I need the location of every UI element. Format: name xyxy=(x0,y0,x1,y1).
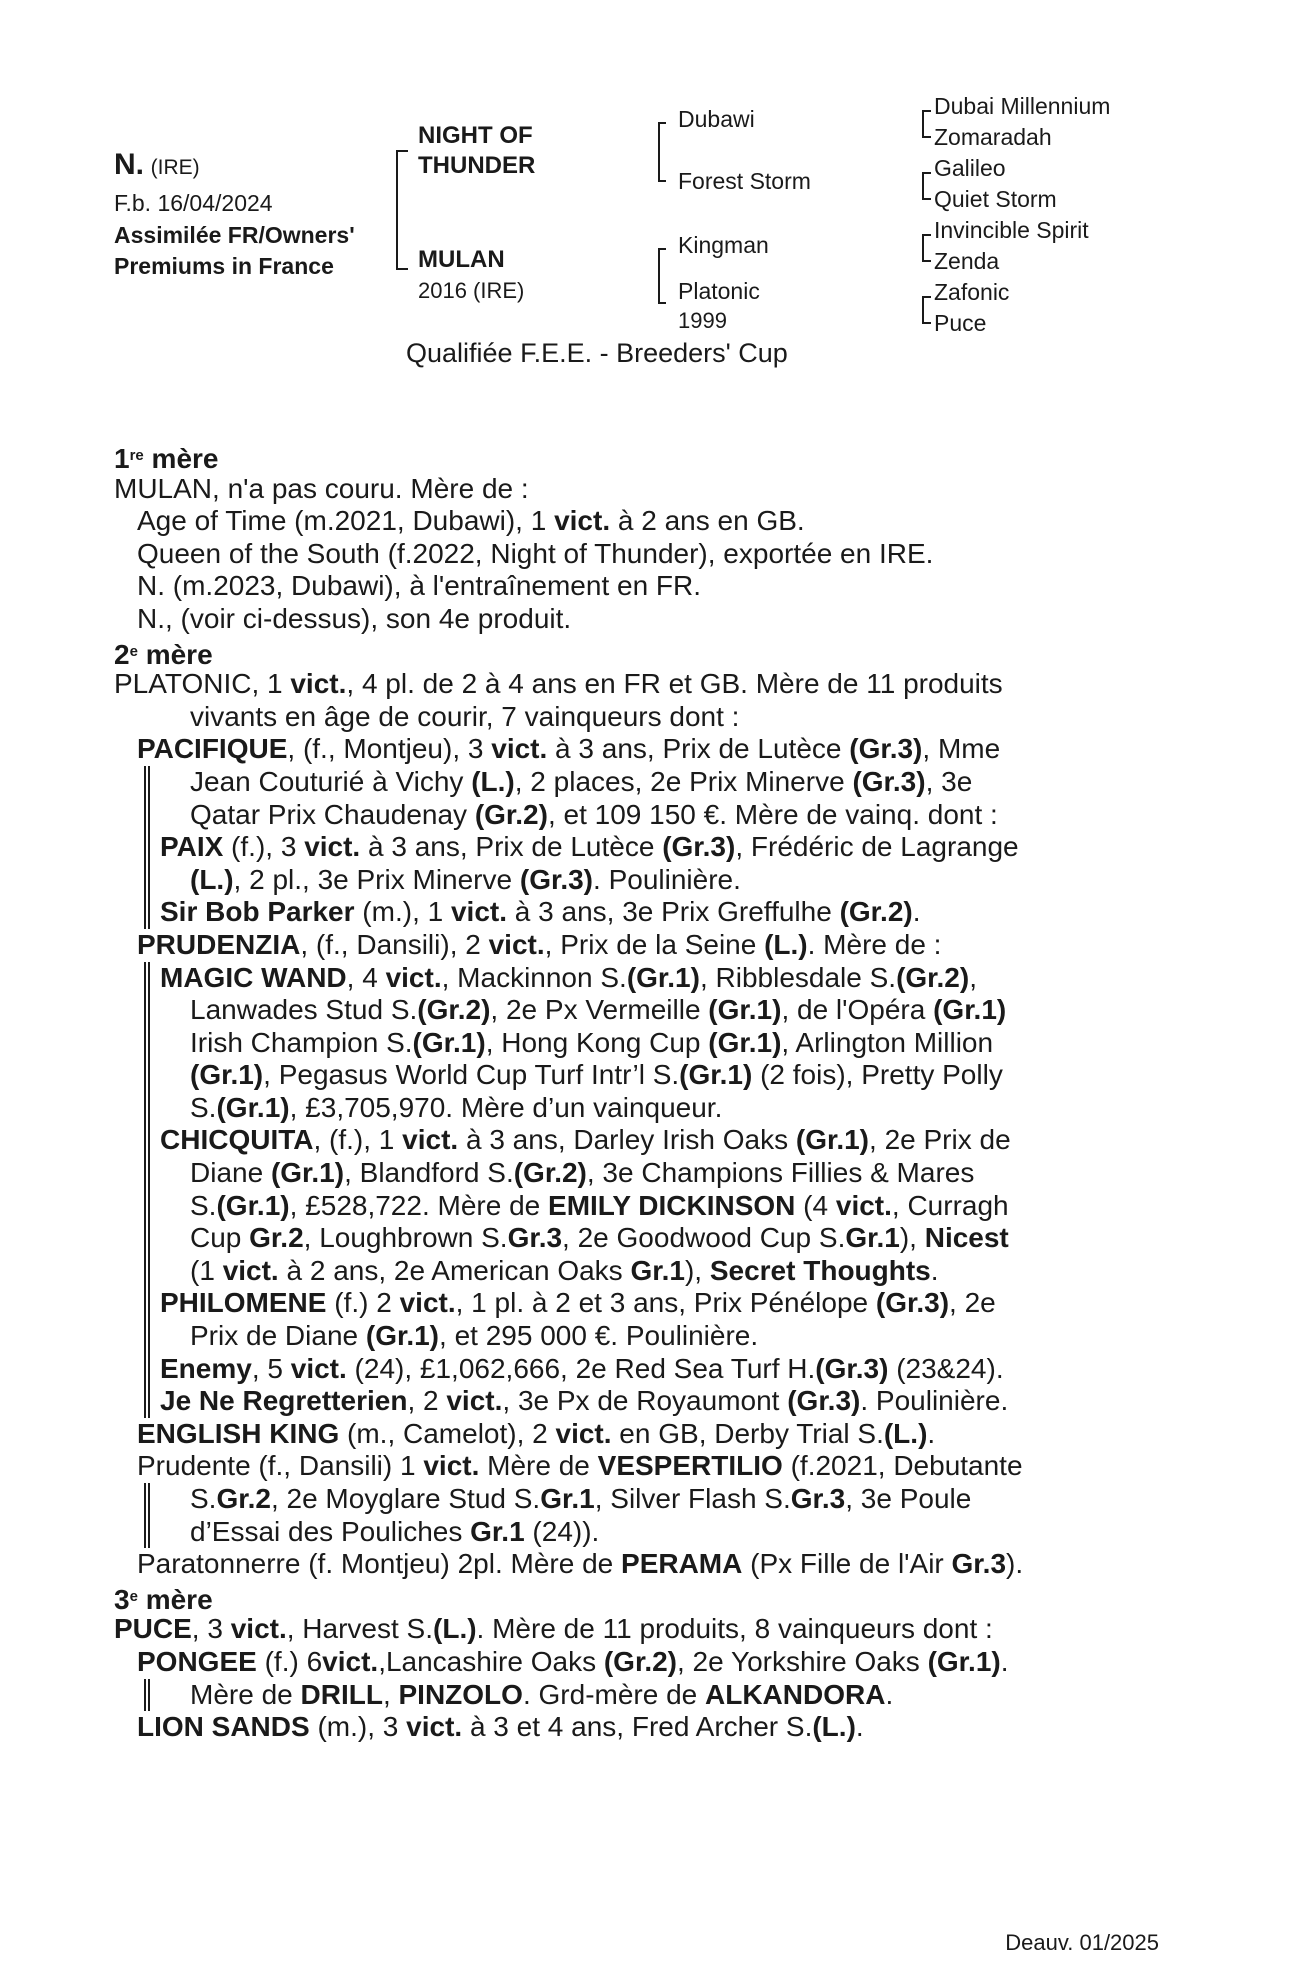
t: , xyxy=(382,1678,399,1710)
great-grandparent-5: Invincible Spirit xyxy=(934,217,1089,243)
t: , Loughbrown S. xyxy=(303,1222,508,1254)
text-line xyxy=(114,962,1174,995)
text-line xyxy=(114,1450,1174,1483)
t: , et 109 150 €. Mère de vainq. dont : xyxy=(547,798,998,830)
t: (Gr.1) xyxy=(708,994,782,1026)
t: , Curragh xyxy=(891,1189,1009,1221)
t: d’Essai des Pouliches xyxy=(190,1515,471,1547)
granddam-2-year: 1999 xyxy=(678,308,727,333)
text-line xyxy=(114,1124,1174,1157)
t: Jean Couturié à Vichy xyxy=(190,765,472,797)
t: vict. xyxy=(554,505,611,537)
section-word: mère xyxy=(145,638,213,670)
horse-origin: (IRE) xyxy=(150,156,200,179)
granddam-2: Platonic xyxy=(678,278,760,304)
text-line xyxy=(114,538,1174,571)
text-line xyxy=(114,1353,1174,1386)
t: PERAMA xyxy=(621,1548,743,1580)
t: PUCE xyxy=(114,1613,192,1645)
t: en GB, Derby Trial S. xyxy=(611,1417,884,1449)
t: vict. xyxy=(322,1645,379,1677)
section-first-dam xyxy=(114,440,1174,473)
ggs-bracket-2 xyxy=(922,172,924,200)
t: (1 xyxy=(190,1254,223,1286)
t: ), xyxy=(684,1254,710,1286)
text-line xyxy=(114,1385,1174,1418)
text-line xyxy=(114,1092,1174,1125)
t: Sir Bob Parker xyxy=(160,896,355,928)
text-line xyxy=(114,1320,1174,1353)
text-line xyxy=(114,994,1174,1027)
t: (Gr.1) xyxy=(708,1026,782,1058)
descendant-block-prudente xyxy=(114,1483,1174,1548)
text-line xyxy=(114,1679,1174,1712)
sire-bracket-bottom xyxy=(658,180,666,182)
text-line xyxy=(114,766,1174,799)
t: , et 295 000 €. Poulinière. xyxy=(439,1320,759,1352)
section-third-dam xyxy=(114,1581,1174,1614)
text-line xyxy=(114,1418,1174,1451)
t: , 2 places, 2e Prix Minerve xyxy=(514,765,853,797)
t: Prix de Diane xyxy=(190,1320,366,1352)
text-line xyxy=(114,896,1174,929)
t: Diane xyxy=(190,1157,271,1189)
t: (23&24). xyxy=(888,1352,1004,1384)
t: , 5 xyxy=(251,1352,291,1384)
t: , (f.), 1 xyxy=(313,1124,403,1156)
t: vict. xyxy=(230,1613,287,1645)
t: (L.) xyxy=(471,765,515,797)
t: vivants en âge de courir, 7 vainqueurs dont : xyxy=(190,700,740,732)
t: EMILY DICKINSON xyxy=(548,1189,796,1221)
t: (Gr.3) xyxy=(875,1287,950,1319)
t: , Silver Flash S. xyxy=(594,1483,791,1514)
text-line xyxy=(114,505,1174,538)
text-line xyxy=(114,1613,1174,1646)
t: Mère de xyxy=(190,1678,301,1710)
sire-bracket xyxy=(658,122,660,182)
ggs-bracket-4 xyxy=(922,296,924,324)
text-line xyxy=(114,701,1174,734)
t: , Ribblesdale S. xyxy=(699,961,897,993)
text-line xyxy=(114,1287,1174,1320)
text-line xyxy=(114,603,1174,636)
section-word: mère xyxy=(145,1583,213,1615)
t: à 3 ans, Darley Irish Oaks xyxy=(458,1124,796,1156)
t: , Arlington Million xyxy=(781,1026,994,1058)
text-line xyxy=(114,473,1174,506)
t: . Poulinière. xyxy=(593,863,741,895)
t: , xyxy=(969,961,977,993)
t: Prudente (f., Dansili) 1 xyxy=(137,1450,424,1482)
t: (Gr.3) xyxy=(662,831,736,863)
t: vict. xyxy=(446,1385,503,1417)
t: ALKANDORA xyxy=(705,1678,886,1710)
t: N. (m.2023, Dubawi), à l'entraînement en FR. xyxy=(137,570,702,602)
section-num: 1 xyxy=(114,443,130,474)
t: (Gr.1) xyxy=(927,1645,1001,1677)
section-sup: re xyxy=(129,447,144,464)
section-sup: e xyxy=(129,1587,138,1605)
t: N., (voir ci-dessus), son 4e produit. xyxy=(137,602,572,634)
ggs-bracket-2-bottom xyxy=(922,198,931,200)
t: PRUDENZIA xyxy=(137,928,301,960)
t: PINZOLO xyxy=(398,1678,523,1710)
grandsire-1: Dubawi xyxy=(678,106,755,132)
sire-bracket-top xyxy=(658,122,666,124)
ggs-bracket-3-bottom xyxy=(922,260,931,262)
t: à 3 et 4 ans, Fred Archer S. xyxy=(462,1711,813,1743)
t: vict. xyxy=(450,896,508,928)
t: (L.) xyxy=(812,1711,856,1743)
t: (Gr.3) xyxy=(852,765,926,797)
t: PLATONIC, 1 xyxy=(114,668,291,700)
great-grandparent-2: Zomaradah xyxy=(934,124,1052,150)
t: vict. xyxy=(290,668,347,700)
text-line xyxy=(114,1516,1174,1549)
t: Irish Champion S. xyxy=(190,1026,413,1058)
t: . Poulinière. xyxy=(860,1385,1009,1417)
t: , 2e Goodwood Cup S. xyxy=(562,1222,846,1254)
ggs-bracket-3 xyxy=(922,234,924,262)
main-bracket xyxy=(396,150,398,270)
t: vict. xyxy=(406,1711,463,1743)
t: vict. xyxy=(402,1124,459,1156)
great-grandparent-4: Quiet Storm xyxy=(934,186,1057,212)
t: (m., Camelot), 2 xyxy=(339,1417,556,1449)
section-second-dam xyxy=(114,636,1174,669)
t: , 2 xyxy=(407,1385,447,1417)
t: , (f., Dansili), 2 xyxy=(300,928,489,960)
t: (L.) xyxy=(764,928,808,960)
t: (Gr.1) xyxy=(933,994,1007,1026)
t: . xyxy=(927,1417,936,1449)
t: à 2 ans, 2e American Oaks xyxy=(278,1254,631,1286)
dam-info: 2016 (IRE) xyxy=(418,278,525,303)
t: , £3,705,970. Mère d’un vainqueur. xyxy=(289,1091,723,1123)
t: (f.) 6 xyxy=(256,1645,323,1677)
t: Gr.2 xyxy=(249,1222,304,1254)
t: , 4 pl. de 2 à 4 ans en FR et GB. Mère de 11 produits xyxy=(346,668,1003,700)
t: CHICQUITA xyxy=(160,1124,314,1156)
t: VESPERTILIO xyxy=(597,1450,783,1482)
t: vict. xyxy=(290,1352,347,1384)
horse-info: F.b. 16/04/2024 xyxy=(114,190,273,216)
t: , 2e Yorkshire Oaks xyxy=(677,1645,928,1677)
t: Gr.1 xyxy=(470,1515,525,1547)
section-num: 2 xyxy=(114,638,130,670)
t: , (f., Montjeu), 3 xyxy=(287,733,492,765)
horse-status-1: Assimilée FR/Owners' xyxy=(114,222,355,248)
t: Secret Thoughts xyxy=(709,1254,931,1286)
t: Cup xyxy=(190,1222,250,1254)
horse-status-2: Premiums in France xyxy=(114,253,334,279)
t: Queen of the South (f.2022, Night of Thunder), exportée en IRE. xyxy=(137,537,934,569)
t: , Mackinnon S. xyxy=(441,961,627,993)
t: ). xyxy=(1006,1548,1024,1580)
t: Lanwades Stud S. xyxy=(190,994,418,1026)
granddam-1: Forest Storm xyxy=(678,168,811,194)
t: vict. xyxy=(399,1287,456,1319)
t: PONGEE xyxy=(137,1645,257,1677)
t: MULAN, n'a pas couru. Mère de : xyxy=(114,472,529,504)
t: (Gr.1) xyxy=(795,1124,870,1156)
t: (m.), 1 xyxy=(354,896,451,928)
t: (Gr.1) xyxy=(190,1059,264,1091)
t: PHILOMENE xyxy=(160,1287,327,1319)
horse-name-block xyxy=(114,148,200,182)
dam-bracket-bottom xyxy=(658,302,666,304)
t: , 3 xyxy=(191,1613,231,1645)
descendant-block-pongee xyxy=(114,1679,1174,1712)
text-line xyxy=(114,1190,1174,1223)
t: , Hong Kong Cup xyxy=(485,1026,709,1058)
t: , 2e Px Vermeille xyxy=(490,994,709,1026)
great-grandparent-6: Zenda xyxy=(934,248,1000,274)
t: S. xyxy=(190,1091,217,1123)
t: (f.) 2 xyxy=(326,1287,400,1319)
t: Nicest xyxy=(924,1222,1009,1254)
t: (m.), 3 xyxy=(309,1711,407,1743)
ggs-bracket-3-top xyxy=(922,234,931,236)
t: vict. xyxy=(304,831,361,863)
dam-bracket-top xyxy=(658,248,666,250)
t: , 2e Prix de xyxy=(869,1124,1011,1156)
t: (Gr.1) xyxy=(365,1320,440,1352)
t: , Harvest S. xyxy=(286,1613,434,1645)
t: PAIX xyxy=(160,831,224,863)
qualification: Qualifiée F.E.E. - Breeders' Cup xyxy=(406,338,788,368)
t: (Gr.3) xyxy=(787,1385,861,1417)
descendant-block-pacifique xyxy=(114,766,1174,929)
t: (Gr.3) xyxy=(815,1352,889,1384)
t: (L.) xyxy=(190,863,234,895)
t: DRILL xyxy=(300,1678,383,1710)
t: . xyxy=(885,1678,894,1710)
t: vict. xyxy=(385,961,442,993)
t: , de l'Opéra xyxy=(781,994,934,1026)
t: à 3 ans, Prix de Lutèce xyxy=(547,733,850,765)
t: (f.), 3 xyxy=(223,831,305,863)
grandsire-2: Kingman xyxy=(678,232,769,258)
t: . xyxy=(930,1254,939,1286)
t: (Gr.2) xyxy=(513,1157,587,1189)
ggs-bracket-1 xyxy=(922,110,924,138)
t: (4 xyxy=(795,1189,836,1221)
t: , £528,722. Mère de xyxy=(289,1189,549,1221)
t: (Gr.1) xyxy=(216,1091,290,1123)
t: , Prix de la Seine xyxy=(544,928,765,960)
ggs-bracket-4-top xyxy=(922,296,931,298)
t: , 3e xyxy=(925,765,973,797)
text-line xyxy=(114,1157,1174,1190)
t: , 4 xyxy=(346,961,386,993)
t: , 3e Champions Fillies & Mares xyxy=(586,1157,975,1189)
family-notes xyxy=(114,440,1174,1744)
t: Gr.3 xyxy=(507,1222,563,1254)
t: à 3 ans, 3e Prix Greffulhe xyxy=(507,896,840,928)
t: (Gr.1) xyxy=(270,1157,345,1189)
t: Gr.1 xyxy=(540,1483,595,1514)
sire-line2: THUNDER xyxy=(418,152,536,179)
t: (Gr.1) xyxy=(679,1059,753,1091)
t: . xyxy=(912,896,921,928)
t: (Gr.2) xyxy=(896,961,970,993)
t: . xyxy=(1000,1645,1009,1677)
section-sup: e xyxy=(129,642,138,660)
main-bracket-bottom xyxy=(396,268,408,270)
t: , Pegasus World Cup Turf Intr’l S. xyxy=(263,1059,680,1091)
t: (L.) xyxy=(883,1417,928,1449)
t: vict. xyxy=(423,1450,480,1482)
t: vict. xyxy=(491,733,548,765)
t: vict. xyxy=(488,928,545,960)
t: Paratonnerre (f. Montjeu) 2pl. Mère de xyxy=(137,1548,622,1580)
great-grandparent-3: Galileo xyxy=(934,155,1006,181)
text-line xyxy=(114,1548,1174,1581)
t: (Gr.2) xyxy=(417,994,491,1026)
dam-name: MULAN xyxy=(418,246,505,273)
t: à 2 ans en GB. xyxy=(610,505,805,537)
great-grandparent-8: Puce xyxy=(934,310,987,336)
t: . Grd-mère de xyxy=(522,1678,706,1710)
t: , 2e Moyglare Stud S. xyxy=(270,1483,541,1514)
t: , Blandford S. xyxy=(344,1157,514,1189)
t: (Gr.1) xyxy=(626,961,700,993)
text-line xyxy=(114,1222,1174,1255)
t: (f.2021, Debutante xyxy=(782,1450,1023,1482)
t: (24), £1,062,666, 2e Red Sea Turf H. xyxy=(346,1352,816,1384)
t: Qatar Prix Chaudenay xyxy=(190,798,475,830)
ggs-bracket-2-top xyxy=(922,172,931,174)
ggs-bracket-1-top xyxy=(922,110,931,112)
text-line xyxy=(114,1255,1174,1288)
t: (Gr.2) xyxy=(839,896,913,928)
t: vict. xyxy=(555,1417,612,1449)
t: . Mère de 11 produits, 8 vainqueurs dont : xyxy=(476,1613,993,1645)
text-line xyxy=(114,668,1174,701)
text-line xyxy=(114,1059,1174,1092)
t: Enemy xyxy=(160,1352,252,1384)
t: (Gr.2) xyxy=(474,798,548,830)
text-line xyxy=(114,1483,1174,1516)
dam-bracket xyxy=(658,248,660,304)
t: S. xyxy=(190,1483,217,1514)
t: Mère de xyxy=(479,1450,598,1482)
sire-line1: NIGHT OF xyxy=(418,122,533,149)
section-num: 3 xyxy=(114,1583,130,1615)
descendant-block-prudenzia xyxy=(114,962,1174,1418)
t: (Gr.1) xyxy=(412,1026,486,1058)
ggs-bracket-1-bottom xyxy=(922,136,931,138)
t: Gr.3 xyxy=(951,1548,1007,1580)
section-word: mère xyxy=(151,443,219,474)
t: , 1 pl. à 2 et 3 ans, Prix Pénélope xyxy=(455,1287,876,1319)
t: (Gr.3) xyxy=(849,733,923,765)
t: (24)). xyxy=(524,1515,600,1547)
main-bracket-top xyxy=(396,150,408,152)
great-grandparent-1: Dubai Millennium xyxy=(934,93,1111,119)
t: (Px Fille de l'Air xyxy=(742,1548,952,1580)
text-line xyxy=(114,1711,1174,1744)
text-line xyxy=(114,864,1174,897)
horse-name: N. xyxy=(114,148,144,181)
t: Gr.3 xyxy=(790,1483,846,1514)
t: (Gr.3) xyxy=(519,863,594,895)
t: vict. xyxy=(835,1189,892,1221)
t: , Frédéric de Lagrange xyxy=(735,831,1019,863)
t: à 3 ans, Prix de Lutèce xyxy=(360,831,663,863)
t: Gr.2 xyxy=(216,1483,271,1514)
text-line xyxy=(114,831,1174,864)
t: MAGIC WAND xyxy=(160,961,347,993)
text-line xyxy=(114,929,1174,962)
t: Gr.1 xyxy=(630,1254,685,1286)
text-line xyxy=(114,1027,1174,1060)
t: vict. xyxy=(222,1254,279,1286)
great-grandparent-7: Zafonic xyxy=(934,279,1010,305)
footer-ref: Deauv. 01/2025 xyxy=(1005,1930,1159,1955)
t: Gr.1 xyxy=(845,1222,900,1254)
t: (L.) xyxy=(433,1613,477,1645)
t: , 2 pl., 3e Prix Minerve xyxy=(233,863,520,895)
t: ), xyxy=(899,1222,925,1254)
t: . Mère de : xyxy=(807,928,942,960)
t: , 2e xyxy=(949,1287,996,1319)
t: S. xyxy=(190,1189,217,1221)
ggs-bracket-4-bottom xyxy=(922,322,931,324)
t: ENGLISH KING xyxy=(137,1417,340,1449)
t: Age of Time (m.2021, Dubawi), 1 xyxy=(137,505,555,537)
text-line xyxy=(114,1646,1174,1679)
t: (2 fois), Pretty Polly xyxy=(752,1059,1003,1091)
t: (Gr.1) xyxy=(216,1189,290,1221)
t: , 3e Px de Royaumont xyxy=(502,1385,788,1417)
t: PACIFIQUE xyxy=(137,733,288,765)
t: LION SANDS xyxy=(137,1711,310,1743)
t: ,Lancashire Oaks xyxy=(378,1645,604,1677)
t: . xyxy=(855,1711,864,1743)
t: , 3e Poule xyxy=(845,1483,972,1514)
text-line xyxy=(114,733,1174,766)
t: , Mme xyxy=(922,733,1001,765)
text-line xyxy=(114,799,1174,832)
t: (Gr.2) xyxy=(603,1645,677,1677)
t: Je Ne Regretterien xyxy=(160,1385,408,1417)
text-line xyxy=(114,570,1174,603)
